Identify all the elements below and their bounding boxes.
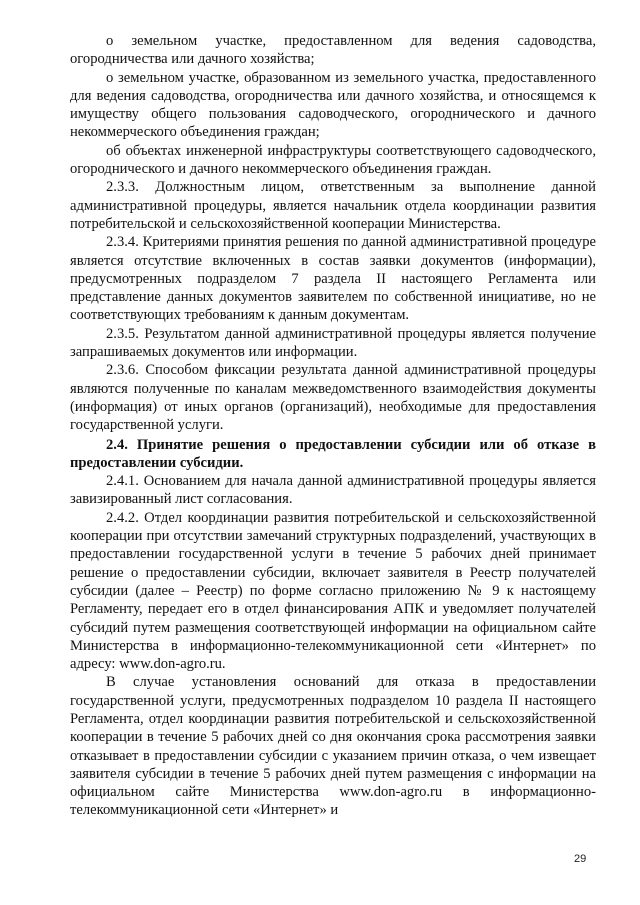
paragraph-engineering-infrastructure: об объектах инженерной инфраструктуры соответствующего садоводческого, огороднического и дачного некоммерческого объединения граждан. xyxy=(70,142,596,178)
paragraph-2-4-1: 2.4.1. Основанием для начала данной административной процедуры является завизированный лист согласования. xyxy=(70,473,596,508)
paragraph-2-4-2: 2.4.2. Отдел координации развития потребительской и сельскохозяйственной кооперации при отсутствии замечаний структурных подразделений, участвующих в предоставлении государственной услуги в течение 5 рабочих дней принимает решение о предоставлении субсидии, включает заявителя в Реестр получателей субсидии (далее – Реестр) по форме согласно приложению № 9 к настоящему Регламенту, передает его в отдел финансирования АПК и уведомляет получателей субсидий путем размещения соответствующей информации на официальном сайте Министерства в информационно-телекоммуникационной сети «Интернет» по адресу: www.don-agro.ru. xyxy=(70,509,596,673)
section-heading-2-4: 2.4. Принятие решения о предоставлении субсидии или об отказе в предоставлении субсидии. xyxy=(70,436,596,471)
paragraph-2-3-4: 2.3.4. Критериями принятия решения по данной административной процедуре является отсутствие включенных в состав заявки документов (информации), предусмотренных подразделом 7 раздела II настоящего Регламента или представление данных документов заявителем по собственной инициативе, но не соответствующих требованиям к данным документам. xyxy=(70,234,596,324)
paragraph-2-3-3: 2.3.3. Должностным лицом, ответственным за выполнение данной административной процедуры, является начальник отдела координации развития потребительской и сельскохозяйственной кооперации Министерства. xyxy=(70,179,596,232)
paragraph-land-plot-common-use: о земельном участке, образованном из земельного участка, предоставленного для ведения садоводства, огородничества или дачного хозяйства, и относящемся к имуществу общего пользования садоводческого, огороднического и дачного некоммерческого объединения граждан; xyxy=(70,69,596,141)
page-number: 29 xyxy=(574,853,587,865)
document-body xyxy=(70,32,596,820)
paragraph-2-3-6: 2.3.6. Способом фиксации результата данной административной процедуры являются полученные по каналам межведомственного взаимодействия документы (информация) от иных органов (организаций), необходимые для предоставления государственной услуги. xyxy=(70,362,596,434)
paragraph-land-plot-gardening: о земельном участке, предоставленном для ведения садоводства, огородничества или дачного хозяйства; xyxy=(70,33,596,68)
paragraph-refusal-case: В случае установления оснований для отказа в предоставлении государственной услуги, предусмотренных подразделом 10 раздела II настоящего Регламента, отдел координации развития потребительской и сельскохозяйственной кооперации в течение 5 рабочих дней со дня окончания срока рассмотрения заявки отказывает в предоставлении субсидии с указанием причин отказа, о чем извещает заявителя субсидии в течение 5 рабочих дней путем размещения с информации на официальном сайте Министерства www.don-agro.ru в информационно-телекоммуникационной сети «Интернет» и xyxy=(70,674,596,819)
paragraph-2-3-5: 2.3.5. Результатом данной административной процедуры является получение запрашиваемых документов или информации. xyxy=(70,325,596,361)
